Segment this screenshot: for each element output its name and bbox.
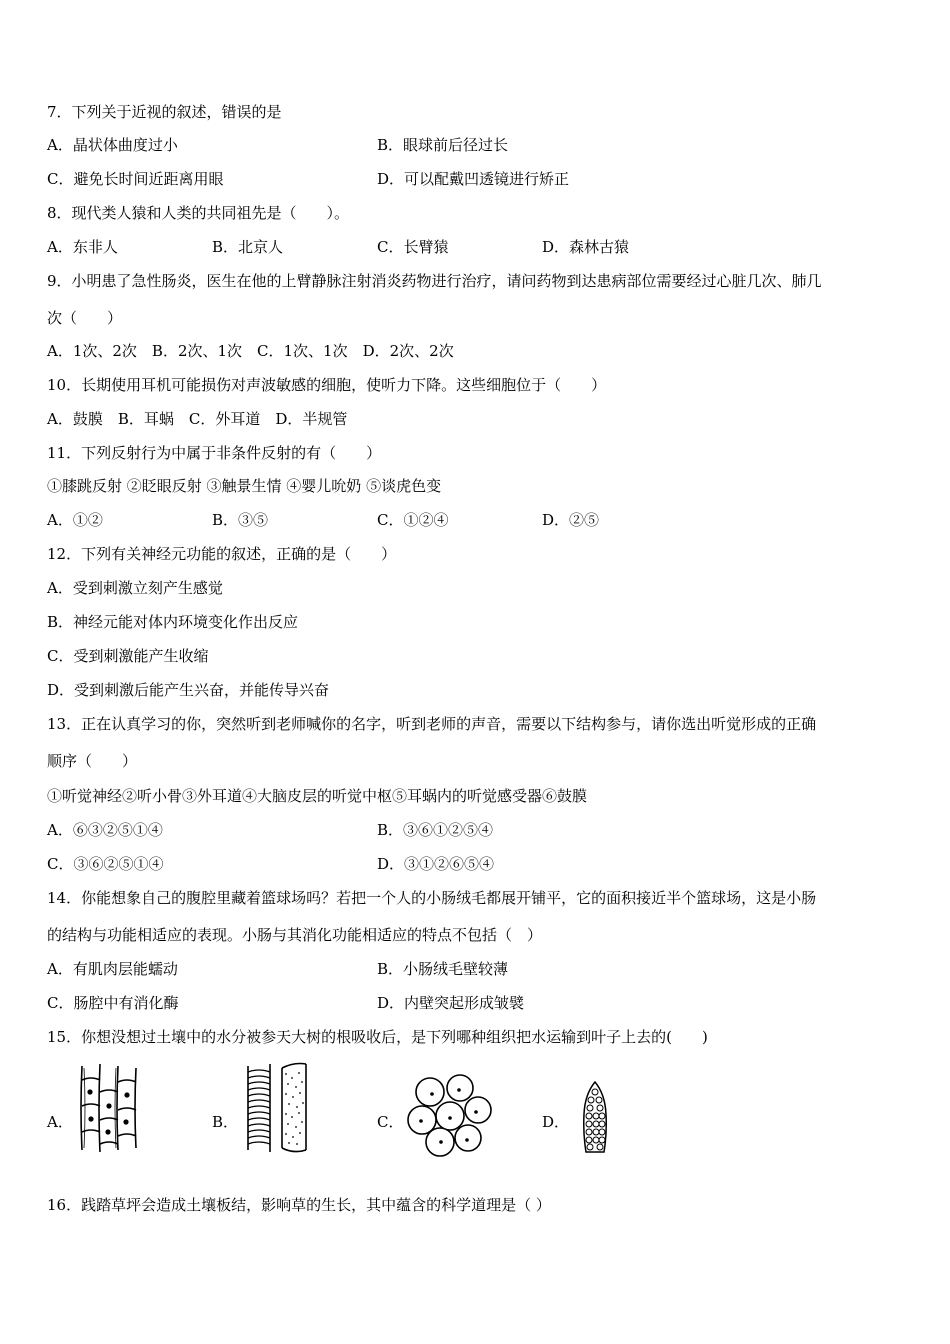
tissue-figure-d (580, 1080, 610, 1154)
question-10-options: A．鼓膜 B．耳蜗 C．外耳道 D．半规管 (47, 410, 348, 428)
question-16-stem: 16．践踏草坪会造成土壤板结，影响草的生长，其中蕴含的科学道理是（ ） (47, 1196, 551, 1214)
question-15-option-a: A． (47, 1113, 73, 1131)
question-12-option-b: B．神经元能对体内环境变化作出反应 (47, 613, 299, 631)
question-13-items: ①听觉神经②听小骨③外耳道④大脑皮层的听觉中枢⑤耳蜗内的听觉感受器⑥鼓膜 (47, 787, 588, 805)
question-11-stem: 11．下列反射行为中属于非条件反射的有（ ） (47, 444, 382, 462)
question-13-option-d: D．③①②⑥⑤④ (377, 855, 495, 873)
question-7-option-b: B．眼球前后径过长 (377, 136, 509, 154)
question-11-items: ①膝跳反射 ②眨眼反射 ③触景生情 ④婴儿吮奶 ⑤谈虎色变 (47, 477, 442, 495)
question-9-stem-line1: 9．小明患了急性肠炎，医生在他的上臂静脉注射消炎药物进行治疗，请问药物到达患病部位需要经过心脏几次、肺几 (47, 272, 822, 290)
question-13-stem-line2: 顺序（ ） (47, 752, 138, 770)
question-12-stem: 12．下列有关神经元功能的叙述，正确的是（ ） (47, 545, 397, 563)
question-13-stem-line1: 13．正在认真学习的你，突然听到老师喊你的名字，听到老师的声音，需要以下结构参与，请你选出听觉形成的正确 (47, 715, 817, 733)
question-14-option-d: D．内壁突起形成皱襞 (377, 994, 525, 1012)
question-15-option-d: D． (542, 1113, 570, 1131)
question-7-stem: 7．下列关于近视的叙述，错误的是 (47, 103, 282, 121)
question-9-stem-line2: 次（ ） (47, 309, 123, 327)
question-11-option-b: B．③⑤ (212, 511, 269, 529)
tissue-figure-c (404, 1074, 496, 1158)
question-11-option-a: A．①② (47, 511, 103, 529)
question-11-option-c: C．①②④ (377, 511, 449, 529)
question-15-option-c: C． (377, 1113, 404, 1131)
question-14-option-c: C．肠腔中有消化酶 (47, 994, 179, 1012)
question-9-options: A．1次、2次 B．2次、1次 C．1次、1次 D．2次、2次 (47, 342, 454, 360)
question-7-option-d: D．可以配戴凹透镜进行矫正 (377, 170, 570, 188)
question-15-option-b: B． (212, 1113, 239, 1131)
question-14-option-a: A．有肌肉层能蠕动 (47, 960, 178, 978)
question-15-stem: 15．你想没想过土壤中的水分被参天大树的根吸收后，是下列哪种组织把水运输到叶子上去的( ) (47, 1028, 708, 1046)
question-8-stem: 8．现代类人猿和人类的共同祖先是（ ）。 (47, 204, 350, 222)
tissue-figure-a (76, 1062, 142, 1154)
question-12-option-d: D．受到刺激后能产生兴奋，并能传导兴奋 (47, 681, 330, 699)
question-13-option-c: C．③⑥②⑤①④ (47, 855, 164, 873)
question-13-option-b: B．③⑥①②⑤④ (377, 821, 494, 839)
question-7-option-c: C．避免长时间近距离用眼 (47, 170, 224, 188)
question-12-option-a: A．受到刺激立刻产生感觉 (47, 579, 223, 597)
question-14-option-b: B．小肠绒毛壁较薄 (377, 960, 509, 978)
question-8-option-d: D．森林古猿 (542, 238, 630, 256)
question-8-option-c: C．长臂猿 (377, 238, 449, 256)
question-10-stem: 10．长期使用耳机可能损伤对声波敏感的细胞，使听力下降。这些细胞位于（ ） (47, 376, 607, 394)
question-7-option-a: A．晶状体曲度过小 (47, 136, 178, 154)
question-14-stem-line1: 14．你能想象自己的腹腔里藏着篮球场吗？若把一个人的小肠绒毛都展开铺平，它的面积接近半个篮球场，这是小肠 (47, 889, 817, 907)
question-8-option-b: B．北京人 (212, 238, 284, 256)
question-12-option-c: C．受到刺激能产生收缩 (47, 647, 209, 665)
question-13-option-a: A．⑥③②⑤①④ (47, 821, 163, 839)
question-8-option-a: A．东非人 (47, 238, 118, 256)
tissue-figure-b (242, 1062, 312, 1154)
question-11-option-d: D．②⑤ (542, 511, 600, 529)
question-14-stem-line2: 的结构与功能相适应的表现。小肠与其消化功能相适应的特点不包括（ ） (47, 926, 543, 944)
